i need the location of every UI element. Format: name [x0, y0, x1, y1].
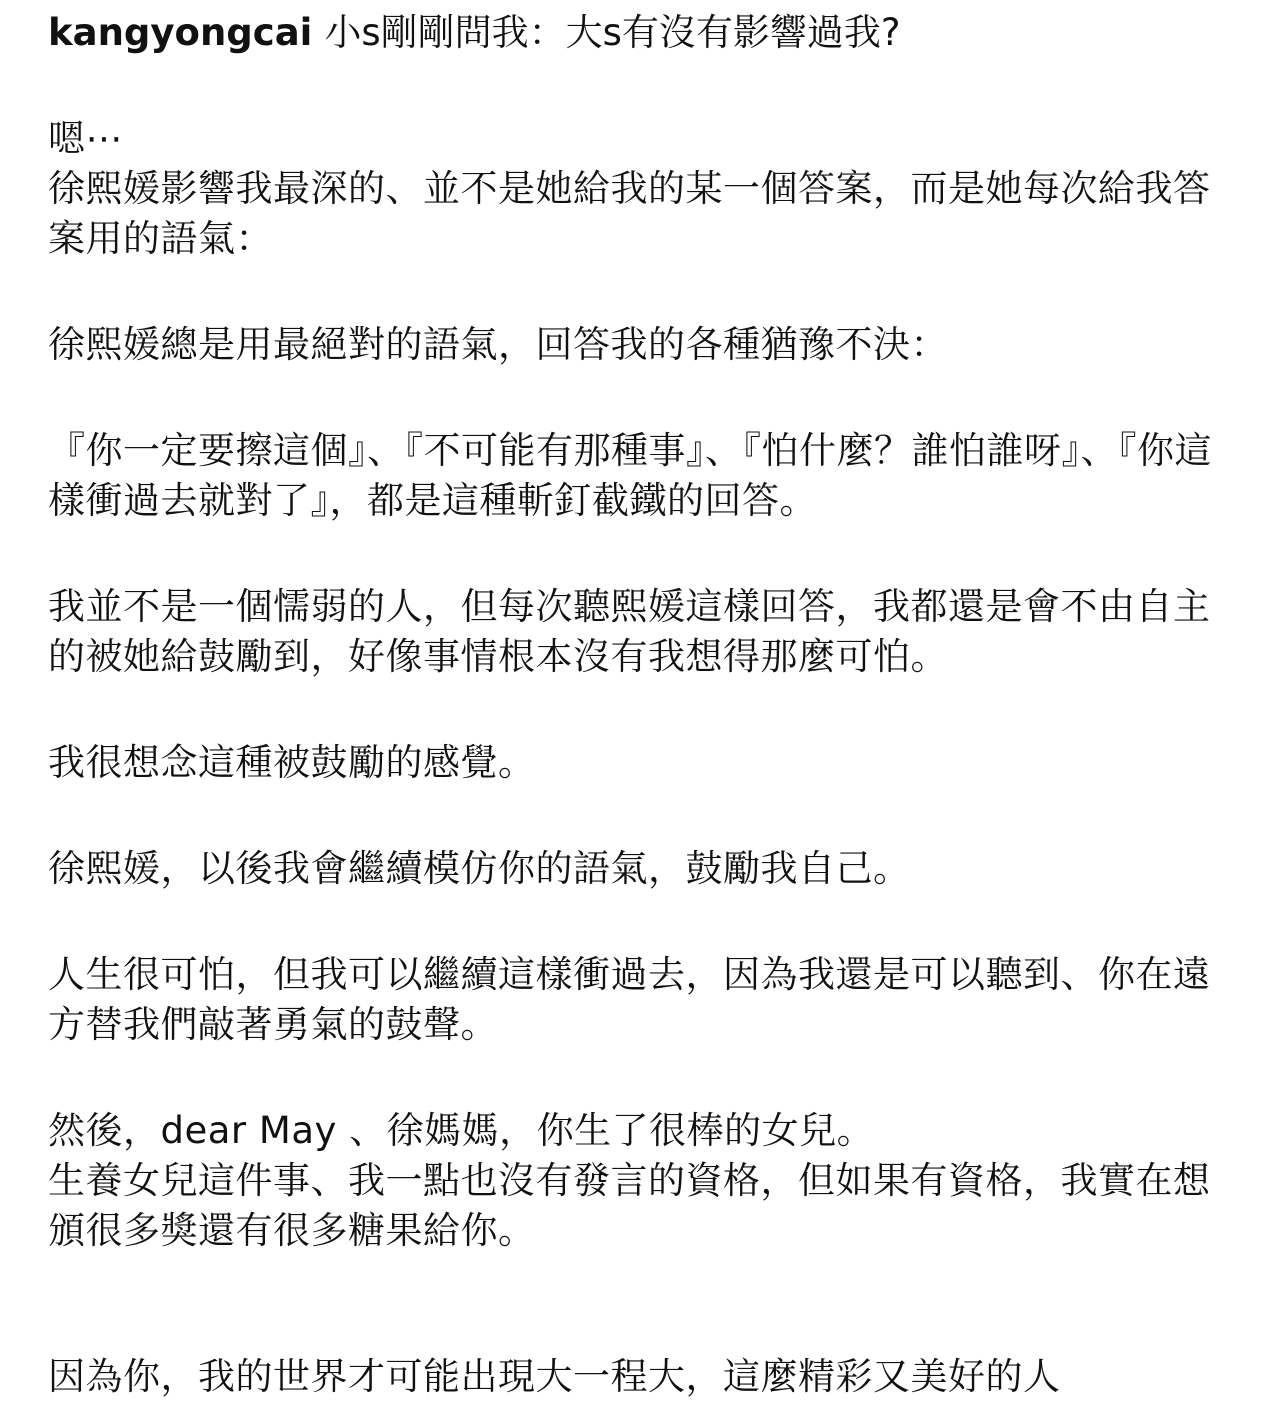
spacer [48, 1050, 1228, 1106]
spacer [48, 682, 1228, 738]
paragraph-cut-off: 因為你，我的世界才可能出現大一程大，這麼精彩又美好的人 [48, 1355, 1061, 1398]
caption-header [48, 0, 1228, 58]
username-link[interactable]: kangyongcai [48, 11, 313, 54]
opening-line: 小s剛剛問我：大s有沒有影響過我? [324, 11, 901, 54]
spacer [48, 58, 1228, 114]
paragraph-raising-daughter: 生養女兒這件事、我一點也沒有發言的資格，但如果有資格，我實在想頒很多獎還有很多糖果給你。 [48, 1159, 1211, 1252]
paragraph-hmm: 嗯⋯ [48, 117, 123, 160]
spacer [48, 370, 1228, 426]
paragraph-dear-may: 然後，dear May 、徐媽媽，你生了很棒的女兒。 [48, 1109, 875, 1152]
spacer [48, 894, 1228, 950]
paragraph-miss-feeling: 我很想念這種被鼓勵的感覺。 [48, 741, 536, 784]
post-caption [48, 0, 1228, 1256]
paragraph-absolute-tone: 徐熙媛總是用最絕對的語氣，回答我的各種猶豫不決： [48, 323, 948, 366]
spacer [48, 526, 1228, 582]
paragraph-quotes: 『你一定要擦這個』、『不可能有那種事』、『怕什麼？誰怕誰呀』、『你這樣衝過去就對了』，都是這種斬釘截鐵的回答。 [48, 429, 1212, 522]
paragraph-life-scary: 人生很可怕，但我可以繼續這樣衝過去，因為我還是可以聽到、你在遠方替我們敲著勇氣的鼓聲。 [48, 953, 1211, 1046]
paragraph-encouraged: 我並不是一個懦弱的人，但每次聽熙媛這樣回答，我都還是會不由自主的被她給鼓勵到，好像事情根本沒有我想得那麼可怕。 [48, 585, 1211, 678]
spacer [48, 788, 1228, 844]
paragraph-influence: 徐熙媛影響我最深的、並不是她給我的某一個答案，而是她每次給我答案用的語氣： [48, 167, 1211, 260]
spacer [48, 264, 1228, 320]
paragraph-imitate-tone: 徐熙媛，以後我會繼續模仿你的語氣，鼓勵我自己。 [48, 847, 911, 890]
